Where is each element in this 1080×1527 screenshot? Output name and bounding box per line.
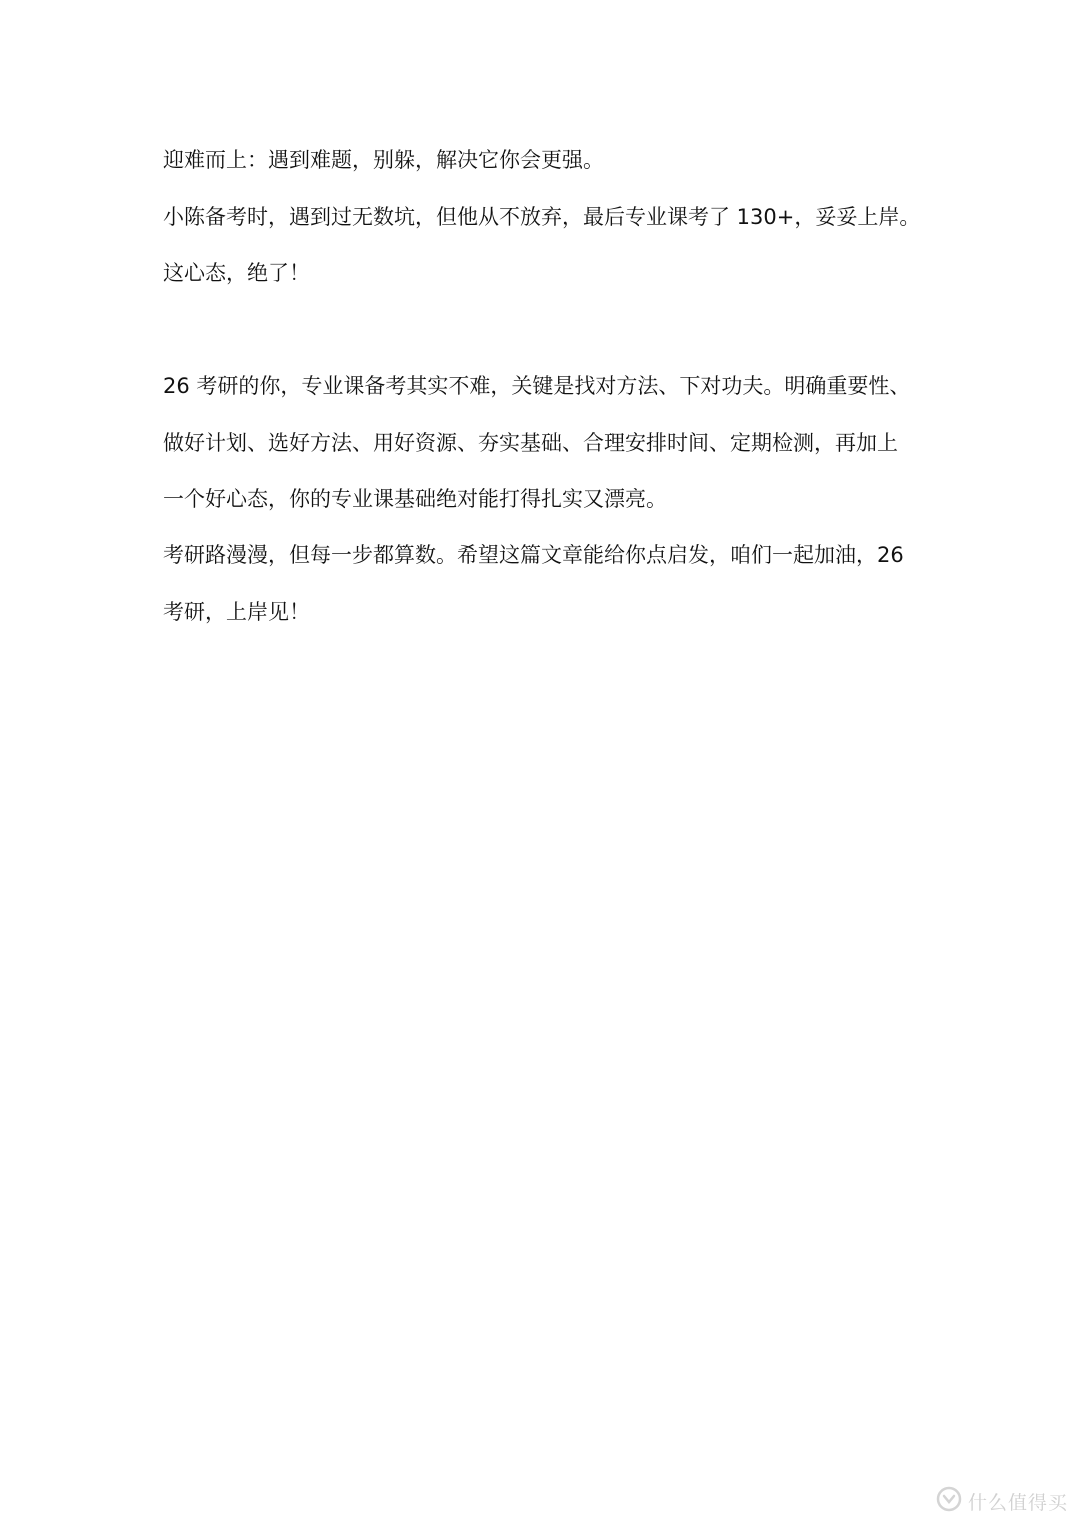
paragraph-2-line-1: 小陈备考时，遇到过无数坑，但他从不放弃，最后专业课考了 130+，妥妥上岸。 [163, 205, 921, 229]
watermark-text: 什么值得买 [967, 1491, 1068, 1514]
paragraph-2-line-2: 这心态，绝了！ [163, 261, 310, 285]
paragraph-4-line-2: 考研，上岸见！ [163, 600, 310, 624]
smzdm-logo-icon [936, 1486, 962, 1516]
paragraph-4-line-1: 考研路漫漫，但每一步都算数。希望这篇文章能给你点启发，咱们一起加油，26 [163, 543, 904, 567]
paragraph-3-line-3: 一个好心态，你的专业课基础绝对能打得扎实又漂亮。 [163, 487, 667, 511]
paragraph-1-line-1: 迎难而上：遇到难题，别躲，解决它你会更强。 [163, 148, 604, 172]
paragraph-3-line-1: 26 考研的你，专业课备考其实不难，关键是找对方法、下对功夫。明确重要性、 [163, 374, 911, 398]
watermark [936, 1483, 1068, 1519]
paragraph-3-line-2: 做好计划、选好方法、用好资源、夯实基础、合理安排时间、定期检测，再加上 [163, 431, 898, 455]
